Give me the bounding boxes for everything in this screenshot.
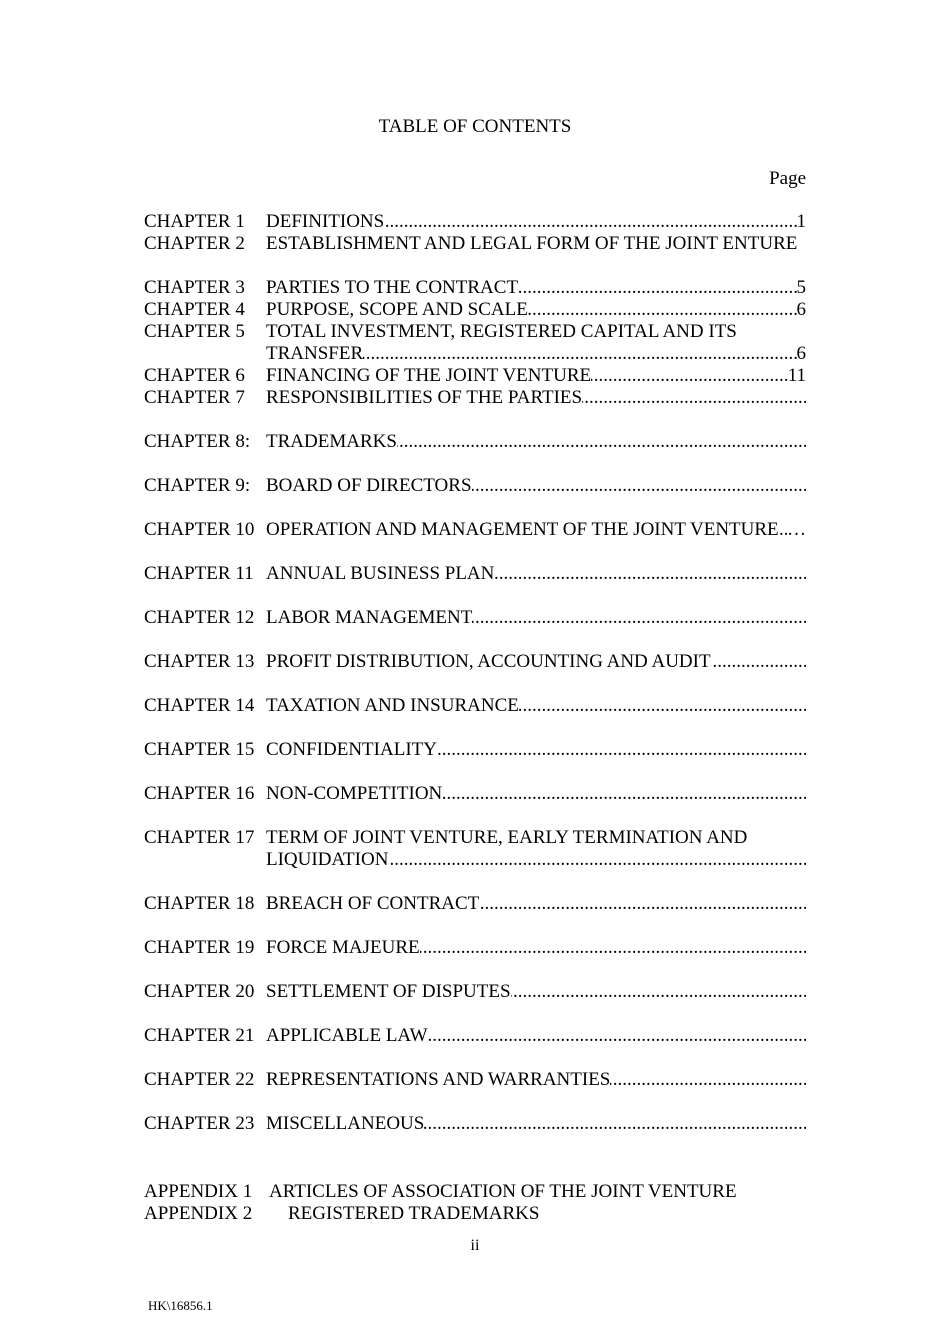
entry-title: NON-COMPETITION — [266, 783, 443, 804]
toc-entry — [266, 651, 806, 673]
toc-line[interactable] — [144, 959, 806, 981]
entry-title: PROFIT DISTRIBUTION, ACCOUNTING AND AUDIT — [266, 651, 711, 672]
toc-entry — [266, 607, 806, 629]
toc-entry — [266, 431, 806, 453]
toc-line[interactable] — [144, 629, 806, 651]
toc-line[interactable] — [144, 673, 806, 695]
toc-entry — [266, 321, 806, 343]
toc-line[interactable] — [144, 409, 806, 431]
toc-entry — [266, 849, 806, 871]
toc-line[interactable] — [144, 1091, 806, 1113]
toc-entry — [266, 827, 806, 849]
toc-line[interactable] — [144, 321, 806, 343]
chapter-label: CHAPTER 18 — [144, 893, 255, 914]
toc-line[interactable] — [144, 365, 806, 387]
entry-title: RESPONSIBILITIES OF THE PARTIES — [266, 387, 583, 408]
toc-entry — [266, 563, 806, 585]
toc-line[interactable] — [144, 871, 806, 893]
page-ref: 6 — [796, 343, 806, 364]
chapter-label: CHAPTER 1 — [144, 211, 245, 232]
toc-line[interactable] — [144, 1047, 806, 1069]
page-ref: 5 — [796, 277, 806, 298]
entry-title: OPERATION AND MANAGEMENT OF THE JOINT VENTURE — [266, 519, 779, 540]
chapter-label: CHAPTER 14 — [144, 695, 255, 716]
chapter-label: CHAPTER 13 — [144, 651, 255, 672]
entry-title: TERM OF JOINT VENTURE, EARLY TERMINATION AND — [266, 827, 748, 848]
toc-line[interactable] — [144, 717, 806, 739]
toc-line[interactable] — [144, 431, 806, 453]
toc-line[interactable] — [144, 387, 806, 409]
chapter-label: CHAPTER 7 — [144, 387, 245, 408]
chapter-label: CHAPTER 9: — [144, 475, 251, 496]
toc-title: TABLE OF CONTENTS — [378, 116, 572, 137]
toc-line[interactable] — [144, 1003, 806, 1025]
toc-line[interactable] — [144, 1025, 806, 1047]
appendix-title: ARTICLES OF ASSOCIATION OF THE JOINT VENTURE — [269, 1181, 737, 1202]
toc-entry — [266, 783, 806, 805]
chapter-label: CHAPTER 3 — [144, 277, 245, 298]
page-ref: 6 — [796, 299, 806, 320]
toc-line[interactable] — [144, 1113, 806, 1135]
entry-title: TRADEMARKS — [266, 431, 397, 452]
toc-entry — [266, 739, 806, 761]
toc-line[interactable] — [144, 915, 806, 937]
toc-entry — [266, 233, 806, 255]
toc-line[interactable] — [144, 1135, 806, 1157]
entry-title: REPRESENTATIONS AND WARRANTIES — [266, 1069, 611, 1090]
toc-list — [144, 211, 806, 1157]
toc-entry — [266, 387, 806, 409]
chapter-label: CHAPTER 22 — [144, 1069, 255, 1090]
toc-entry — [266, 365, 806, 387]
toc-entry — [266, 1113, 806, 1135]
page-ref: 11 — [787, 365, 806, 386]
chapter-label: CHAPTER 4 — [144, 299, 245, 320]
toc-line[interactable] — [144, 893, 806, 915]
toc-entry — [266, 695, 806, 717]
toc-line[interactable] — [144, 233, 806, 255]
chapter-label: CHAPTER 15 — [144, 739, 255, 760]
appendix-title: REGISTERED TRADEMARKS — [288, 1203, 540, 1224]
toc-line[interactable] — [144, 783, 806, 805]
toc-line[interactable] — [144, 211, 806, 233]
chapter-label: CHAPTER 16 — [144, 783, 255, 804]
entry-title: LIQUIDATION — [266, 849, 389, 870]
toc-line[interactable] — [144, 1069, 806, 1091]
chapter-label: CHAPTER 5 — [144, 321, 245, 342]
chapter-label: CHAPTER 11 — [144, 563, 254, 584]
appendix-label: APPENDIX 1 — [144, 1181, 253, 1202]
entry-title: PARTIES TO THE CONTRACT — [266, 277, 519, 298]
toc-line[interactable] — [144, 277, 806, 299]
entry-title: ANNUAL BUSINESS PLAN — [266, 563, 495, 584]
page-number: ii — [470, 1237, 480, 1254]
entry-title: LABOR MANAGEMENT — [266, 607, 473, 628]
chapter-label: CHAPTER 23 — [144, 1113, 255, 1134]
page-column-header: Page — [769, 168, 806, 189]
chapter-label: CHAPTER 17 — [144, 827, 255, 848]
entry-title: FINANCING OF THE JOINT VENTURE — [266, 365, 592, 386]
chapter-label: CHAPTER 10 — [144, 519, 255, 540]
entry-title: SETTLEMENT OF DISPUTES — [266, 981, 511, 1002]
toc-line[interactable] — [144, 849, 806, 871]
toc-entry — [266, 937, 806, 959]
toc-line[interactable] — [144, 585, 806, 607]
toc-line[interactable] — [144, 519, 806, 541]
chapter-label: CHAPTER 6 — [144, 365, 245, 386]
entry-title: CONFIDENTIALITY — [266, 739, 437, 760]
document-id: HK\16856.1 — [148, 1298, 213, 1313]
toc-line[interactable] — [144, 827, 806, 849]
toc-entry — [266, 519, 806, 541]
toc-line[interactable] — [144, 805, 806, 827]
toc-line[interactable] — [144, 739, 806, 761]
toc-entry — [266, 1069, 806, 1091]
toc-line[interactable] — [144, 453, 806, 475]
entry-title: TOTAL INVESTMENT, REGISTERED CAPITAL AND ITS — [266, 321, 737, 342]
entry-title: BOARD OF DIRECTORS — [266, 475, 472, 496]
entry-title: ESTABLISHMENT AND LEGAL FORM OF THE JOINT ENTURE — [266, 233, 798, 254]
toc-entry — [266, 277, 806, 299]
entry-title: MISCELLANEOUS — [266, 1113, 425, 1134]
toc-line[interactable] — [144, 563, 806, 585]
entry-title: DEFINITIONS — [266, 211, 385, 232]
toc-line[interactable] — [144, 497, 806, 519]
chapter-label: CHAPTER 19 — [144, 937, 255, 958]
toc-line[interactable] — [144, 761, 806, 783]
entry-title: PURPOSE, SCOPE AND SCALE — [266, 299, 528, 320]
toc-entry — [266, 299, 806, 321]
toc-line[interactable] — [144, 695, 806, 717]
toc-entry — [266, 1025, 806, 1047]
entry-title: APPLICABLE LAW — [266, 1025, 428, 1046]
chapter-label: CHAPTER 21 — [144, 1025, 255, 1046]
chapter-label: CHAPTER 8: — [144, 431, 251, 452]
appendix-label: APPENDIX 2 — [144, 1203, 253, 1224]
toc-entry — [266, 211, 806, 233]
chapter-label: CHAPTER 12 — [144, 607, 255, 628]
toc-line[interactable] — [144, 981, 806, 1003]
toc-line[interactable] — [144, 607, 806, 629]
toc-line[interactable] — [144, 255, 806, 277]
toc-line[interactable] — [144, 299, 806, 321]
page-ref: 1 — [796, 211, 806, 232]
toc-entry — [266, 475, 806, 497]
toc-line[interactable] — [144, 475, 806, 497]
entry-title: FORCE MAJEURE — [266, 937, 420, 958]
entry-title: TAXATION AND INSURANCE — [266, 695, 519, 716]
chapter-label: CHAPTER 20 — [144, 981, 255, 1002]
toc-line[interactable] — [144, 541, 806, 563]
entry-title: TRANSFER — [266, 343, 364, 364]
toc-line[interactable] — [144, 651, 806, 673]
toc-line[interactable] — [144, 343, 806, 365]
toc-line[interactable] — [144, 937, 806, 959]
entry-title: BREACH OF CONTRACT — [266, 893, 480, 914]
chapter-label: CHAPTER 2 — [144, 233, 245, 254]
page-ref: … — [787, 519, 806, 540]
toc-entry — [266, 981, 806, 1003]
toc-entry — [266, 343, 806, 365]
toc-entry — [266, 893, 806, 915]
